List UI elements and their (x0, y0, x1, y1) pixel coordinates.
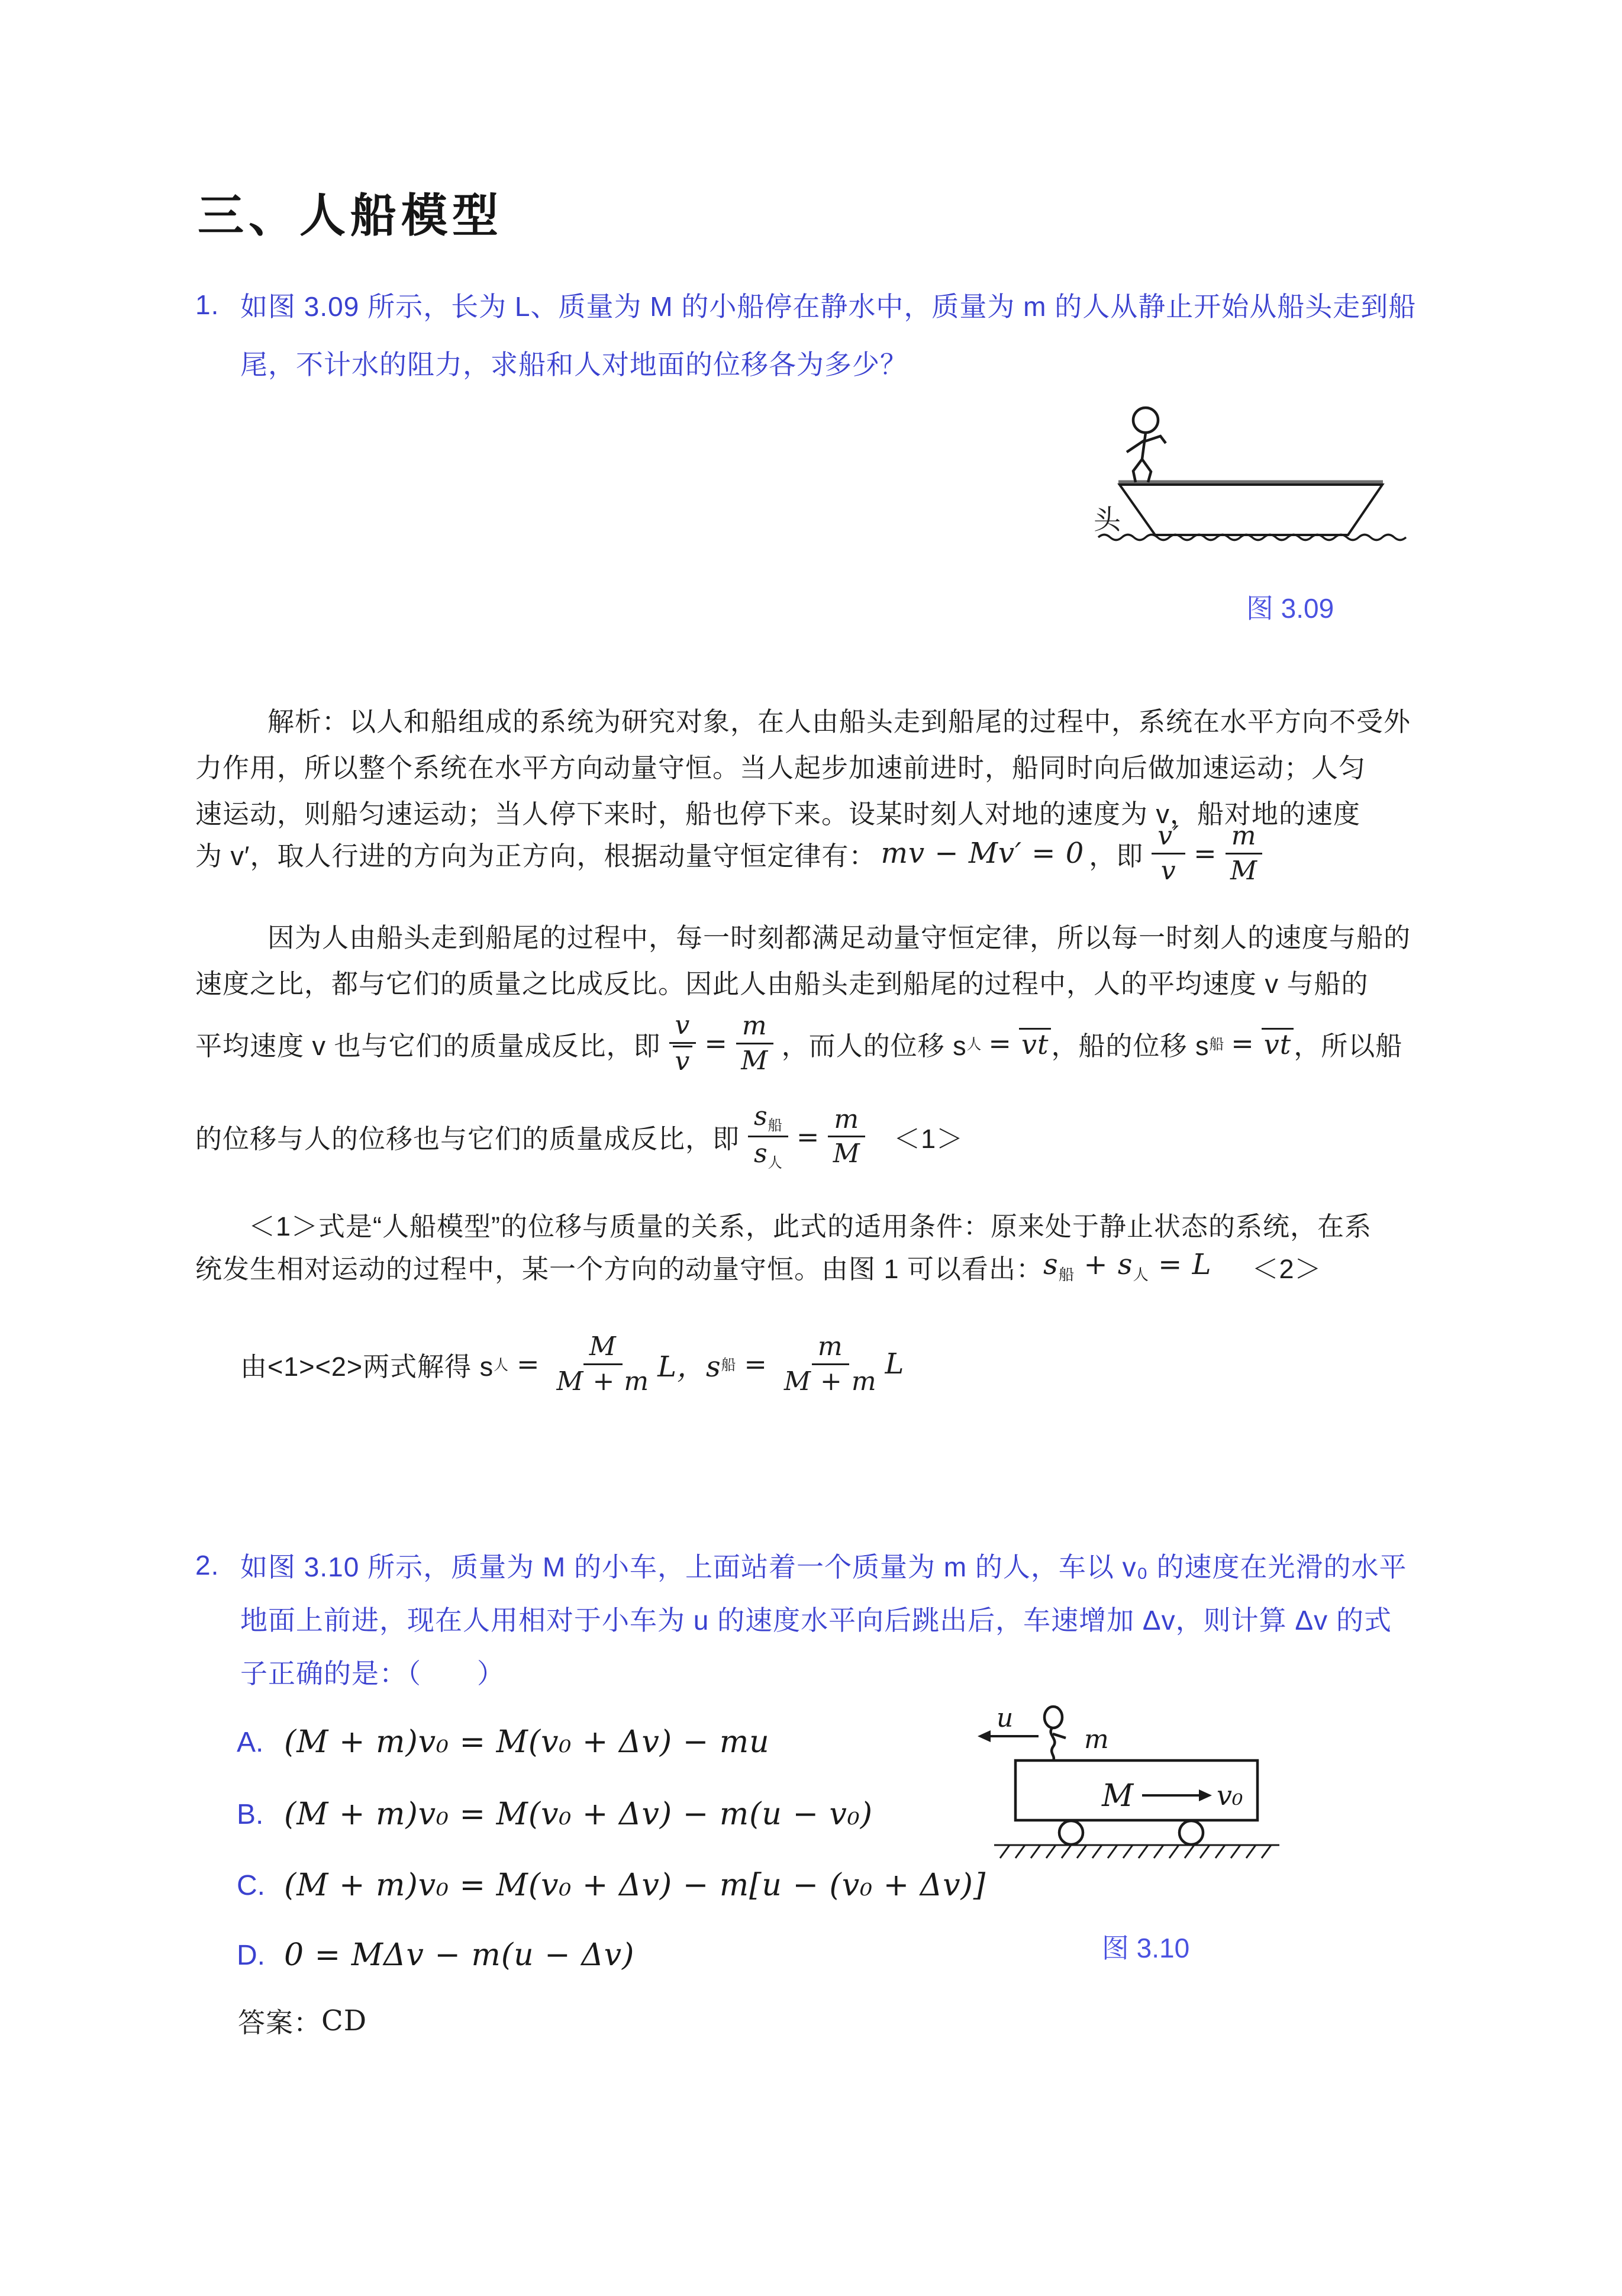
u-label: u (997, 1703, 1014, 1733)
fraction-m-over-M: $\frac{m}{M}$ (828, 1105, 865, 1169)
fraction-M-over-M-plus-m: $\frac{M}{M + m}$ (556, 1331, 650, 1397)
analysis-solution-line (240, 1317, 904, 1411)
boat-hull (1120, 485, 1382, 535)
momentum-equation: mv − Mv′ = 0 (881, 837, 1085, 870)
option-c-label: C. (237, 1869, 265, 1901)
equals-sign: = (744, 1348, 768, 1380)
question-1-text: 如图 3.09 所示，长为 L、质量为 M 的小船停在静水中，质量为 m 的人从静止开始从船头走到船 (240, 291, 1417, 322)
analysis-p2-line3-text4: ，所以船 (1294, 1030, 1403, 1061)
option-b-label: B. (237, 1798, 264, 1830)
question-2-number: 2. (195, 1550, 220, 1581)
option-c-formula: (M + m)v₀ = M(v₀ + Δv) − m[u − (v₀ + Δv)] (284, 1868, 986, 1903)
question-1-line-1 (195, 285, 1416, 324)
analysis-p2-line3-text1: 平均速度 v 也与它们的质量成反比，即 (195, 1030, 661, 1061)
question-1-number: 1. (195, 289, 220, 320)
figure-boat-diagram (1089, 389, 1420, 573)
fraction-vavg-over-vavg: $\frac{v}{v}$ (669, 1011, 696, 1076)
option-a (237, 1717, 770, 1767)
equation-tag-1: ＜1＞ (894, 1124, 964, 1154)
cart-wheel-left (1059, 1821, 1083, 1844)
page-title: 三、人船模型 (198, 189, 504, 241)
jumping-person-icon (1044, 1707, 1066, 1760)
figure-3-10-caption: 图 3.10 (1101, 1933, 1190, 1963)
analysis-p1-line1: 解析：以人和船组成的系统为研究对象，在人由船头走到船尾的过程中，系统在水平方向不受外 (267, 707, 1411, 737)
option-a-label: A. (237, 1726, 264, 1758)
analysis-p2-line2: 速度之比，都与它们的质量之比成反比。因此人由船头走到船尾的过程中，人的平均速度 v 与船的 (195, 969, 1369, 999)
m-label: m (1084, 1724, 1109, 1755)
analysis-p1-formula-line (195, 815, 1270, 891)
subscript-boat: 船 (721, 1357, 736, 1373)
solution-text2: L，s (657, 1350, 721, 1384)
analysis-p3-line2 (195, 1241, 1322, 1291)
equals-sign: = (796, 1120, 820, 1153)
analysis-p2-result-line (195, 1091, 963, 1182)
analysis-p3-line2-text: 统发生相对运动的过程中，某一个方向的动量守恒。由图 1 可以看出： (195, 1253, 1044, 1284)
answer-label: 答案： (238, 2007, 321, 2038)
option-d (237, 1930, 634, 1980)
solution-text3: L (885, 1347, 905, 1381)
question-2-text: 如图 3.10 所示，质量为 M 的小车，上面站着一个质量为 m 的人，车以 v₀ 的速度在光滑的水平 (240, 1552, 1407, 1582)
question-2-line-1 (195, 1546, 1407, 1585)
subscript-person: 人 (494, 1357, 508, 1373)
fraction-m-over-M: $\frac{m}{M}$ (736, 1011, 773, 1075)
analysis-p2-line1: 因为人由船头走到船尾的过程中，每一时刻都满足动量守恒定律，所以每一时刻人的速度与船的 (267, 923, 1411, 953)
subscript-boat: 船 (1209, 1036, 1224, 1053)
option-b (237, 1789, 873, 1839)
question-2-line-3: 子正确的是：（ ） (240, 1658, 505, 1689)
analysis-p2-line3-text2: ，而人的位移 s (781, 1030, 967, 1061)
ground-hatching-icon (994, 1845, 1279, 1858)
fraction-sboat-over-sperson: $\frac{s_船}{s_人}$ (748, 1102, 788, 1172)
option-b-formula: (M + m)v₀ = M(v₀ + Δv) − m(u − v₀) (284, 1797, 873, 1832)
analysis-p2-line3-text3: ，船的位移 s (1051, 1030, 1210, 1061)
question-2-line-2: 地面上前进，现在人用相对于小车为 u 的速度水平向后跳出后，车速增加 Δv，则计算 Δv 的式 (240, 1605, 1392, 1636)
equals-sign: = (1194, 837, 1217, 869)
option-d-formula: 0 = MΔv − m(u − Δv) (284, 1937, 635, 1973)
v0-label: v₀ (1217, 1779, 1243, 1811)
analysis-p2-formula-line (195, 999, 1402, 1088)
length-equation: $s_船 + s_人 = L$ (1043, 1247, 1212, 1285)
option-d-label: D. (237, 1939, 265, 1971)
subscript-person: 人 (966, 1036, 982, 1053)
equals-sign: = (988, 1027, 1012, 1059)
option-c (237, 1860, 986, 1910)
analysis-p1-line2: 力作用，所以整个系统在水平方向动量守恒。当人起步加速前进时，船同时向后做加速运动；人匀 (195, 753, 1366, 783)
vbar-t-displacement: vt (1262, 1028, 1294, 1059)
analysis-p3-line1: ＜1＞式是“人船模型”的位移与质量的关系，此式的适用条件：原来处于静止状态的系统，在系 (249, 1211, 1372, 1241)
analysis-p1-line4-then: ，即 (1089, 840, 1144, 871)
figure-cart-diagram (970, 1694, 1302, 1883)
fraction-vprime-over-v: $\frac{v'}{v}$ (1152, 821, 1185, 885)
solution-text1: 由<1><2>两式解得 s (240, 1351, 494, 1382)
equals-sign: = (1231, 1027, 1255, 1059)
vbar-t-displacement: vt (1019, 1028, 1051, 1059)
cart-wheel-right (1179, 1821, 1203, 1844)
fraction-m-over-M-plus-m: $\frac{m}{M + m}$ (783, 1331, 877, 1397)
M-label: M (1102, 1778, 1134, 1814)
equals-sign: = (516, 1348, 540, 1380)
option-a-formula: (M + m)v₀ = M(v₀ + Δv) − mu (284, 1724, 770, 1760)
equation-tag-2: ＜2＞ (1252, 1253, 1322, 1284)
bow-label: 头 (1094, 504, 1121, 536)
answer-line (238, 2001, 367, 2040)
stick-person-icon (1127, 408, 1166, 482)
analysis-p1-line4-text: 为 v′，取人行进的方向为正方向，根据动量守恒定律有： (195, 840, 876, 871)
fraction-m-over-M: $\frac{m}{M}$ (1226, 821, 1263, 885)
question-1-line-2: 尾，不计水的阻力，求船和人对地面的位移各为多少？ (240, 349, 908, 380)
equals-sign: = (704, 1027, 728, 1059)
analysis-p2-line4-text: 的位移与人的位移也与它们的质量成反比，即 (195, 1124, 740, 1154)
figure-3-09-caption: 图 3.09 (1246, 593, 1334, 624)
analysis-p1-line3: 速运动，则船匀速运动；当人停下来时，船也停下来。设某时刻人对地的速度为 v，船对地的速度 (195, 799, 1361, 829)
answer-value: CD (321, 2004, 367, 2037)
